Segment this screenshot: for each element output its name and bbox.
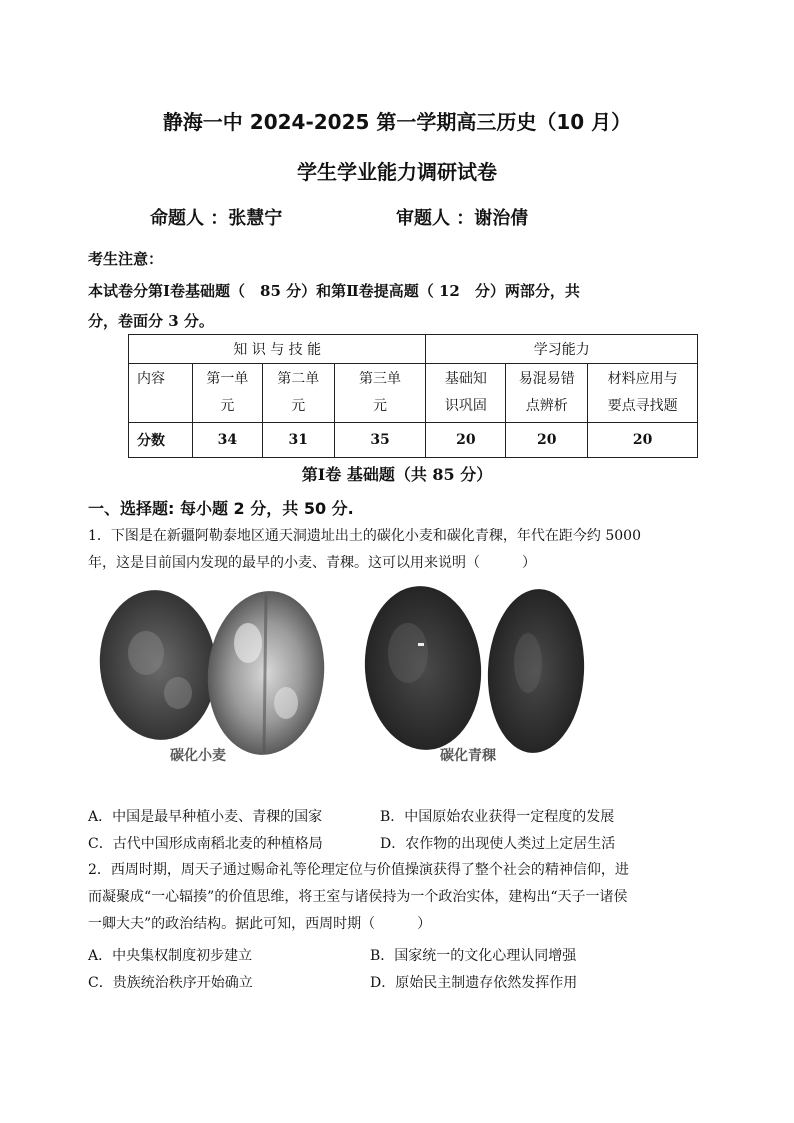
q1-option-b[interactable]: B．中国原始农业获得一定程度的发展 [380, 809, 615, 825]
table-cell: 第三单 元 [334, 364, 426, 423]
q1-option-d[interactable]: D．农作物的出现使人类过上定居生活 [380, 836, 616, 852]
notice-line: 分，卷面分 3 分。 [88, 312, 214, 330]
notice-heading: 考生注意： [88, 250, 164, 268]
grain-figure [88, 583, 648, 779]
notice-line: 本试卷分第Ⅰ卷基础题（ 85 分）和第Ⅱ卷提高题（ 12 分）两部分，共 [88, 282, 580, 300]
q2-option-c[interactable]: C．贵族统治秩序开始确立 [88, 975, 253, 991]
exam-title: 静海一中 2024-2025 第一学期高三历史（10 月） [162, 110, 632, 134]
reviewer-name: 审题人 ：谢治倩 [396, 208, 529, 229]
question-2-stem: 2．西周时期，周天子通过赐命礼等伦理定位与价值操演获得了整个社会的精神信仰，进 而凝聚成“一心辐揍”的价值思维，将王室与诸侯持为一个政治实体，建构出“天子一诸侯 一卿大夫”的政治结构。据此可知，西周时期（ ） [88, 862, 629, 932]
score-cell: 20 [506, 423, 588, 458]
q1-option-c[interactable]: C．古代中国形成南稻北麦的种植格局 [88, 836, 323, 852]
score-cell: 20 [426, 423, 506, 458]
section-title: 第Ⅰ卷 基础题（共 85 分） [301, 465, 493, 484]
wheat-grain-1 [92, 584, 223, 745]
question-1-stem: 1．下图是在新疆阿勒泰地区通天洞遗址出土的碳化小麦和碳化青稞，年代在距今约 5000 年，这是目前国内发现的最早的小麦、青稞。这可以用来说明（ ） [88, 528, 641, 571]
score-cell: 35 [334, 423, 426, 458]
q2-option-a[interactable]: A．中央集权制度初步建立 [88, 948, 253, 964]
row-label-score: 分数 [129, 423, 193, 458]
q1-option-a[interactable]: A．中国是最早种植小麦、青稞的国家 [88, 809, 323, 825]
score-cell: 34 [192, 423, 262, 458]
score-cell: 31 [262, 423, 334, 458]
part-title: 一、选择题: 每小题 2 分，共 50 分. [88, 499, 354, 518]
table-cell: 易混易错 点辨析 [506, 364, 588, 423]
author-line [150, 204, 670, 230]
score-cell: 20 [588, 423, 698, 458]
caption-barley: 碳化青稞 [440, 748, 496, 764]
wheat-grain-2 [201, 586, 331, 759]
score-table [128, 334, 698, 458]
proposer-name: 命题人 ：张慧宁 [150, 208, 283, 229]
q2-option-b[interactable]: B．国家统一的文化心理认同增强 [370, 948, 577, 964]
group-header-knowledge: 知 识 与 技 能 [129, 335, 426, 364]
row-label-content: 内容 [129, 364, 193, 423]
caption-wheat: 碳化小麦 [170, 748, 226, 764]
exam-subtitle: 学生学业能力调研试卷 [297, 160, 497, 184]
group-header-ability: 学习能力 [426, 335, 698, 364]
q2-option-d[interactable]: D．原始民主制遗存依然发挥作用 [370, 975, 578, 991]
table-cell: 第二单 元 [262, 364, 334, 423]
barley-grain-1 [359, 583, 486, 754]
table-cell: 第一单 元 [192, 364, 262, 423]
barley-grain-2 [484, 587, 588, 756]
table-cell: 基础知 识巩固 [426, 364, 506, 423]
table-cell: 材料应用与 要点寻找题 [588, 364, 698, 423]
notice-body [88, 276, 718, 336]
